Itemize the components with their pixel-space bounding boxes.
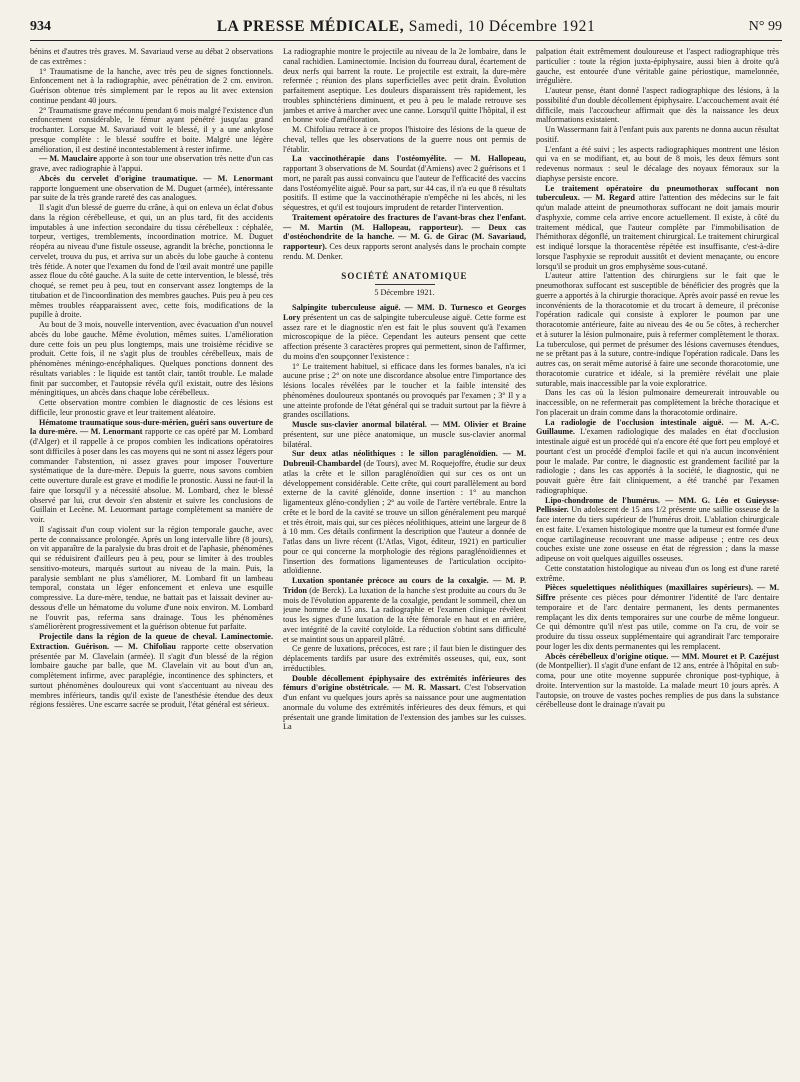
paragraph-text: Ces deux rapports seront analysés dans le prochain compte rendu. M. Denker. bbox=[283, 242, 526, 261]
paragraph-text: présentent, sur une pièce anatomique, un muscle sus-clavier anormal bilatéral. bbox=[283, 429, 526, 449]
article-paragraph bbox=[30, 67, 273, 106]
article-paragraph bbox=[536, 388, 779, 417]
issue-number: N° 99 bbox=[748, 19, 782, 34]
article-paragraph bbox=[536, 418, 779, 496]
paragraph-text: (de Berck). La luxation de la hanche s'est produite au cours du 3e mois de l'évolution apparente de la coxalgie, pendant le sommeil, chez un jeune homme de 15 ans. La radiographie et l'examen clinique révèlent tous les signes d'une luxation de la tête fémorale en haut et en arrière, avec intégrité de la cavité cotyloïde. La réduction s'obtint sans difficulté et se maintint sous un appareil plâtré. bbox=[283, 585, 526, 644]
article-paragraph bbox=[283, 47, 526, 125]
article-heading: La radiologie de l'occlusion intestinale aiguë. — M. A.-C. Guillaume. bbox=[536, 417, 779, 437]
paragraph-text: présente ces pièces pour démontrer l'identité de l'arc dentaire temporaire et de l'arc dentaire permanent, les dents permanentes remplaçant les dix dents temporaires sur une courbe de même longueur. Ce qui démontre qu'il n'est pas utile, comme on l'a cru, de voir se produire du tissu osseux supplémentaire qui agrandirait l'arc temporaire pour loger les dix dents permanentes qui les remplacent. bbox=[536, 593, 779, 651]
paragraph-text: Un adolescent de 15 ans 1/2 présente une saillie osseuse de la face interne du tiers supérieur de l'humérus droit. L'ablation chirurgicale en est faite. L'examen histologique montre que la tumeur est formée d'une coque cartilagineuse recouvrant une masse adipeuse ; entre ces deux couches existe une zone osseuse en état de régression ; dans la masse adipeuse on voit quelques aiguilles osseuses. bbox=[536, 505, 779, 563]
page-header bbox=[30, 14, 782, 41]
paragraph-text: L'auteur attire l'attention des chirurgiens sur le fait que le pneumothorax suffocant est susceptible de bénéficier des progrès que la guerre a apportés à la chirurgie thoracique. Après avoir passé en revue les inconvénients de la thoracotomie et du trocart à demeure, il préconise l'opération radicale qui consiste à explorer le poumon par une thoracotomie antérieure, faite au niveau des 4e ou 5e côtes, à rechercher et à suturer la lésion pulmonaire, puis à refermer complètement le thorax. La tuberculose, qui permet de présumer des lésions cavernuses étendues, ne se prêtant pas à la suture, contre-indique l'opération radicale. Dans les autres cas, on serait même autorisé à faire une seconde thoracotomie, une thoracotomie curatrice et idéale, si la première révélait une plaie suturable, mais inaccessible par la voie exploratrice. bbox=[536, 271, 779, 388]
paragraph-text: rapporte longuement une observation de M. Duguet (armée), intéressante par suite de la très grande rareté des cas analogues. bbox=[30, 183, 273, 203]
masthead bbox=[217, 18, 596, 36]
article-paragraph bbox=[283, 674, 526, 733]
article-paragraph bbox=[30, 47, 273, 67]
section-heading: SOCIÉTÉ ANATOMIQUE bbox=[341, 270, 468, 281]
paragraph-text: rapporte cette observation présentée par M. Clavelain (armée). Il s'agit d'un blessé de la région lombaire gauche par balle, que M. Clavelain vit au bout d'un an, complètement infirme, avec paraplégie, incontinence des sphincters, et surtout phénomènes douloureux qui vont s'accentuant au niveau des membres inférieurs, tandis qu'il existe de l'anesthésie étendue des deux régions fessières. Une escarre sacrée se produit, l'état général est sérieux. bbox=[30, 641, 273, 710]
article-heading: Projectile dans la région de la queue de cheval. Laminectomie. Extraction. Guérison. — M. Chifoliau bbox=[30, 632, 273, 651]
paragraph-text: Un Wassermann fait à l'enfant puis aux parents ne donna aucun résultat positif. bbox=[536, 125, 779, 144]
article-paragraph bbox=[283, 303, 526, 362]
article-heading: — M. Mauclaire bbox=[39, 154, 97, 164]
paragraph-text: bénins et d'autres très graves. M. Savariaud verse au débat 2 observations de cas extrêmes : bbox=[30, 47, 273, 66]
article-paragraph bbox=[283, 576, 526, 644]
article-paragraph bbox=[30, 632, 273, 710]
article-paragraph bbox=[536, 271, 779, 388]
article-paragraph bbox=[30, 174, 273, 203]
article-heading: Double décollement épiphysaire des extrémités inférieures des fémurs d'origine obstétricale. — M. R. Massart. bbox=[283, 673, 526, 693]
article-heading: La vaccinothérapie dans l'ostéomyélite. — M. Hallopeau, bbox=[292, 154, 526, 164]
article-paragraph bbox=[536, 47, 779, 86]
paragraph-text: M. Chifoliau retrace à ce propos l'histoire des lésions de la queue de cheval, telles que les observations de la guerre nous ont permis de l'établir. bbox=[283, 125, 526, 154]
paragraph-text: rapportant 3 observations de M. Sourdat (d'Amiens) avec 2 guérisons et 1 mort, ne paraît pas aussi convaincu que l'auteur de l'efficacité des vaccins dans l'ostéomyélite aiguë. Pour sa part, sur 44 cas, il n'a eu que 8 résultats positifs. Il estime que la vaccinothérapie n'empêche ni les abcès, ni les séquestres, et qu'il est toujours imprudent de retarder l'intervention. bbox=[283, 164, 526, 212]
article-heading: Salpingite tuberculeuse aiguë. — MM. D. Turnesco et Georges Lory bbox=[283, 303, 526, 322]
paragraph-text: Cette constatation histologique au niveau d'un os long est d'une rareté extrême. bbox=[536, 563, 779, 583]
article-heading: Abcès cérébelleux d'origine otique. — MM. Mouret et P. Cazéjust bbox=[545, 651, 779, 661]
paragraph-text: (de Tours), avec M. Roquejoffre, étudie sur deux atlas la crête et le sillon paraglénoïdien qui sur ces os ont un développement considérable. Cette crête, qui court parallèlement au bord externe de la cavité glénoïde, donne insertion : 1° au manchon ligamenteux gléno-condylien ; 2° au voile de l'artère vertébrale. Entre la crête et le bord de la cavité se trouve un sillon généralement peu marqué et très étroit, mais qui, sur ces pièces néolithiques, atteint une largeur de 8 à 10 mm. Ces détails confirment la description que l'auteur a donnée de l'atlas dans un livre récent (L'Atlas, Vigot, éditeur, 1921) en particulier pour ce qui concerne la morphologie des régions paraglénoïdiennes et l'insertion des formations ligamenteuses de l'articulation occipito-atloïdienne. bbox=[283, 459, 526, 576]
article-heading: Le traitement opératoire du pneumothorax suffocant non tuberculeux. — M. Regard bbox=[536, 183, 779, 203]
paragraph-text: L'enfant a été suivi ; les aspects radiographiques montrent une lésion qui va en se modifiant, et, au bout de 8 mois, les deux fémurs sont redevenus normaux : seul le décalage des noyaux fémoraux sur la diaphyse persiste encore. bbox=[536, 144, 779, 183]
paragraph-text: C'est l'observation d'un enfant vu quelques jours après sa naissance pour une augmentation anormale du volume des extrémités inférieures des deux fémurs, et qui présentait une grande limitation de l'extension des jambes sur les cuisses. La bbox=[283, 683, 526, 732]
article-paragraph bbox=[536, 86, 779, 125]
paragraph-text: L'auteur pense, étant donné l'aspect radiographique des lésions, à la possibilité d'un double décollement épiphysaire. L'accouchement avait été difficile, mais l'accoucheur affirmait que dès la naissance les deux malformations existaient. bbox=[536, 86, 779, 125]
article-paragraph bbox=[30, 398, 273, 418]
article-paragraph bbox=[30, 154, 273, 174]
page-number: 934 bbox=[30, 19, 51, 34]
paragraph-text: rapporte ce cas opéré par M. Lombard (d'Alger) et il rappelle à ce propos combien les indications opératoires sont difficiles à poser dans les cas moyens qui ne sont ni assez légers pour commander l'abstention, ni assez graves pour imposer l'ouverture systématique de la dure-mère. Depuis la guerre, nous savons combien cette ouverture durale est grave et modifie le pronostic. Aussi ne faut-il la faire que lorsqu'il y a nécessité absolue. M. Lombard, chez le blessé observé par lui, crut devoir s'en abstenir et suivre les conclusions de Guillain et Lecène. M. Leuormant partage complètement sa manière de voir. bbox=[30, 427, 273, 524]
paragraph-text: présentent un cas de salpingite tuberculeuse aiguë. Cette forme est assez rare et le diagnostic n'en est fait le plus souvent qu'à l'examen microscopique de la pièce. Cependant les auteurs pensent que cette affection présente 3 caractères propres qui permettent, sinon de l'affirmer, du moins d'en soupçonner l'existence : bbox=[283, 312, 526, 361]
article-paragraph bbox=[536, 564, 779, 584]
article-heading: Hématome traumatique sous-dure-mérien, guéri sans ouverture de la dure-mère. — M. Lenormant bbox=[30, 417, 273, 437]
column-right bbox=[536, 47, 779, 1069]
section-date: 5 Décembre 1921. bbox=[374, 288, 435, 298]
paragraph-text: La radiographie montre le projectile au niveau de la 2e lombaire, dans le canal rachidien. Laminectomie. Incision du fourreau dural, écartement de deux nerfs qui barrent la route. Le projectile est extrait, la dure-mère refermée ; réunion des plans superficielles avec petit drain. Évolution parfaitement aseptique. Les douleurs disparaissent très rapidement, les troubles sphinctériens diminuent, et peu à peu le malade retrouve ses jambes et arrive à marcher avec une canne. Lorsqu'il quitte l'hôpital, il est en bonne voie d'amélioration. bbox=[283, 47, 526, 125]
article-paragraph bbox=[536, 496, 779, 564]
article-paragraph bbox=[283, 362, 526, 421]
article-paragraph bbox=[30, 203, 273, 320]
paragraph-text: Dans les cas où la lésion pulmonaire demeurerait introuvable ou inaccessible, on ne refermerait pas complètement la brèche thoracique et l'on placerait un drain comme dans la thoracotomie ordinaire. bbox=[536, 388, 779, 417]
article-paragraph bbox=[536, 583, 779, 651]
article-paragraph bbox=[30, 525, 273, 632]
article-heading: Muscle sus-clavier anormal bilatéral. — MM. Olivier et Braine bbox=[292, 420, 526, 429]
paragraph-text: attire l'attention des médecins sur le fait qu'un malade atteint de pneumothorax suffocant ne doit jamais mourir d'asphyxie, comme cela arrive encore actuellement. Il existe, à côté du traitement médical, que l'auteur complète par l'immobilisation de l'hémithorax dégonflé, un traitement chirurgical. Le traitement chirurgical est indiqué lorsque la thoracentèse répétée est insuffisante, c'est-à-dire lorsque l'asphyxie se reproduit aussitôt et devient menaçante, ou encore lorsqu'il se produit un gros emphysème sous-cutané. bbox=[536, 193, 779, 271]
paragraph-text: 2° Traumatisme grave méconnu pendant 6 mois malgré l'existence d'un enfoncement considérable, le fémur ayant pénétré jusqu'au grand trochanter. Lorsque M. Savariaud voit le blessé, il y a une ankylose presque complète : le blessé souffre et boite. Malgré une légère amélioration, il est destiné incontestablement à rester infirme. bbox=[30, 105, 273, 154]
article-paragraph bbox=[536, 184, 779, 272]
article-paragraph bbox=[283, 420, 526, 449]
paragraph-text: L'examen radiologique des malades en état d'occlusion intestinale aiguë est un procédé qui n'a encore été que fort peu employé et pourtant c'est un procédé d'emploi facile et qui n'a aucun inconvénient pour le malade. Par contre, le diagnostic est grandement facilité par la radiologie ; dans les cas apportés à la société, le diagnostic, qui ne pouvait guère être fait cliniquement, a été tranché par l'examen radiographique. bbox=[536, 427, 779, 495]
section-rule bbox=[375, 284, 435, 285]
article-paragraph bbox=[283, 644, 526, 673]
paragraph-text: 1° Le traitement habituel, si efficace dans les formes banales, n'a ici aucune prise ; 2° on note une discordance absolue entre l'importance des lésions locales révélées par le toucher et la faible intensité des phénomènes douloureux spontanés ou provoqués par l'examen ; 3° Il y a une atteinte profonde de l'état général qui se traduit surtout par la fièvre à grandes oscillations. bbox=[283, 361, 526, 420]
article-paragraph bbox=[536, 145, 779, 184]
article-paragraph bbox=[283, 449, 526, 576]
paragraph-text: Cette observation montre combien le diagnostic de ces lésions est difficile, leur pronostic grave et leur traitement aléatoire. bbox=[30, 398, 273, 417]
article-heading: Luxation spontanée précoce au cours de la coxalgie. — M. P. Tridon bbox=[283, 576, 526, 595]
article-paragraph bbox=[30, 320, 273, 398]
journal-title: LA PRESSE MÉDICALE, bbox=[216, 18, 405, 35]
paragraph-text: Il s'agit d'un blessé de guerre du crâne, à qui on enleva un éclat d'obus dans la région cérébelleuse, et qui, un an plus tard, fit des accidents imputables à une infection secondaire du tissu cérébelleux : céphalée, torpeur, vertiges, tremblements, incoordination motrice. M. Duguet réopéra au niveau d'une fistule osseuse, agrandit la brèche, ponctionna le cervelet, trouva du pus, et arriva sur un abcès du lobe gauche à contenu très fétide. A noter que l'examen du fond de l'œil avait montré une papille assez floue du côté gauche. A la suite de cette intervention, le blessé, très choqué, se remet peu à peu, tout en conservant assez longtemps de la titubation et de l'incoordination des membres gauches. Puis peu à peu ces mêmes troubles réapparaissent avec, cette fois, modifications de la pupille à droite. bbox=[30, 203, 273, 320]
article-heading: Sur deux atlas néolithiques : le sillon paraglénoïdien. — M. Dubreuil-Chambardel bbox=[283, 449, 526, 468]
paragraph-text: palpation était extrêmement douloureuse et l'aspect radiographique très particulier : toute la région juxta-épiphysaire, aussi bien à droite qu'à gauche, est entourée d'une véritable gaine périostique, mamelonnée, irrégulière. bbox=[536, 47, 779, 86]
article-paragraph bbox=[283, 213, 526, 262]
column-middle bbox=[283, 47, 526, 1069]
article-heading: Lipo-chondrome de l'humérus. — MM. G. Léo et Guieysse-Pellissier. bbox=[536, 495, 779, 515]
issue-date: Samedi, 10 Décembre 1921 bbox=[408, 18, 596, 35]
paragraph-text: apporte à son tour une observation très nette d'un cas grave, avec radiographie à l'appui. bbox=[30, 154, 273, 173]
article-paragraph bbox=[30, 106, 273, 155]
article-paragraph bbox=[283, 125, 526, 154]
article-heading: Abcès du cervelet d'origine traumatique. — M. Lenormant bbox=[39, 173, 273, 183]
article-paragraph bbox=[536, 652, 779, 711]
article-heading: Pièces squelettiques néolithiques (maxillaires supérieurs). — M. Siffre bbox=[536, 583, 779, 602]
paragraph-text: Ce genre de luxations, précoces, est rare ; il faut bien le distinguer des déplacements tardifs par usure des extrémités osseuses, qui, eux, sont irréductibles. bbox=[283, 644, 526, 673]
article-paragraph bbox=[283, 154, 526, 213]
paragraph-text: Il s'agissait d'un coup violent sur la région temporale gauche, avec perte de connaissance prolongée. Après un long intervalle libre (8 jours), on vit apparaître de la paralysie du bras droit et de l'aphasie, phénomènes qui se réduisirent d'ailleurs peu à peu, pour se limiter à des troubles sensitivo-moteurs, marqués surtout au niveau de la main. Puis, la paralysie semblant ne plus s'améliorer, M. Lombard fit un lambeau temporal, constata un léger enfoncement et enleva une esquille compressive. La dure-mère, tendue, ne battait pas et laissait deviner au-dessous d'elle un hématome du volume d'une noix environ. M. Lombard ne l'ouvrit pas, referma sans drainage. Tous les phénomènes s'améliorèrent progressivement et la guérison obtenue fut parfaite. bbox=[30, 524, 273, 632]
column-left bbox=[30, 47, 273, 1069]
article-heading: Traitement opératoire des fractures de l'avant-bras chez l'enfant. — M. Martin (M. Hallopeau, rapporteur). — Deux cas d'ostéochondrite de la hanche. — M. G. de Girac (M. Savariaud, rapporteur). bbox=[283, 212, 526, 251]
paragraph-text: 1° Traumatisme de la hanche, avec très peu de signes fonctionnels. Enfoncement net à la radiographie, avec pénétration de 2 cm. environ. Guérison obtenue très simplement par le repos au lit avec extension continue pendant 40 jours. bbox=[30, 66, 273, 105]
text-columns bbox=[30, 47, 782, 1069]
paragraph-text: (de Montpellier). Il s'agit d'une enfant de 12 ans, entrée à l'hôpital en sub-coma, pour une otite moyenne suppurée chronique post-typhique, à droite. Intervention sur la mastoïde. La malade meurt 10 jours après. A l'autopsie, on trouve de vastes poches remplies de pus dans la substance cérébelleuse dont le drainage n'avait pu bbox=[536, 661, 779, 710]
article-paragraph bbox=[30, 418, 273, 525]
article-paragraph bbox=[536, 125, 779, 145]
paragraph-text: Au bout de 3 mois, nouvelle intervention, avec évacuation d'un nouvel abcès du lobe gauche. Même évolution, mêmes suites. L'amélioration dure cette fois un peu plus longtemps, mais une troisième récidive se produit. Cette fois, il ne s'agit plus de troubles cérébelleux, mais de phénomènes méningo-encéphaliques. Quelques ponctions donnent des résultats variables : le liquide est tantôt clair, tantôt trouble. Le malade finit par succomber, et l'autopsie révéla qu'il existait, outre des lésions méningitiques, un abcès dans chaque lobe cérébelleux. bbox=[30, 320, 273, 398]
